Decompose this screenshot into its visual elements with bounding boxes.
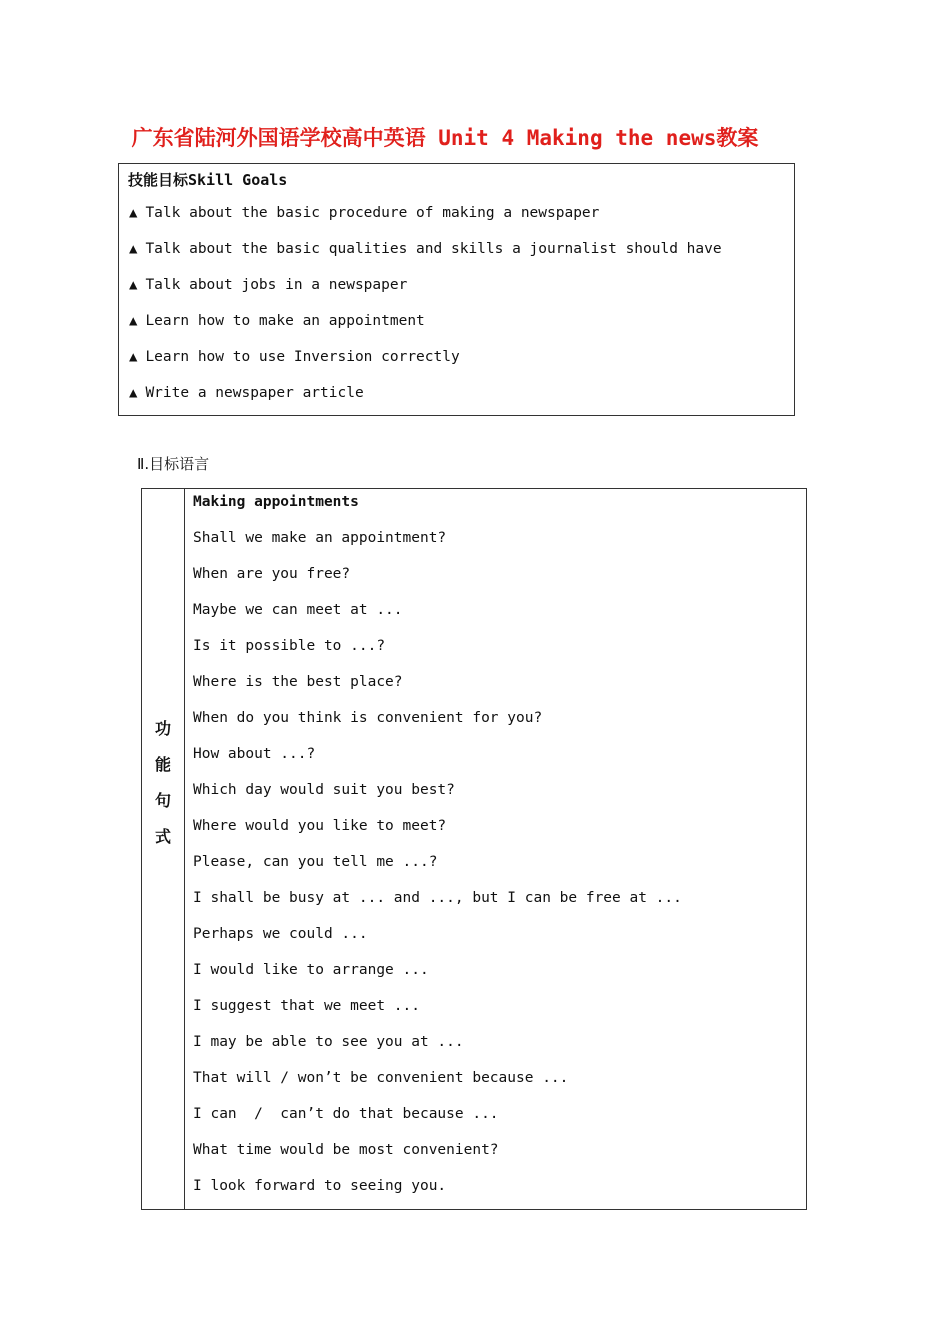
goal-item: ▲ Talk about the basic procedure of making a newspaper [129,205,600,221]
goal-item: ▲ Talk about the basic qualities and skills a journalist should have [129,241,722,257]
goal-item: ▲ Talk about jobs in a newspaper [129,277,408,293]
sentence: I suggest that we meet ... [193,998,420,1014]
triangle-bullet-icon: ▲ [129,241,138,257]
target-language-table [141,488,807,1210]
side-label: 功 能 句 式 [154,719,171,846]
sentence: That will / won’t be convenient because ... [193,1070,569,1086]
skill-goals-heading: 技能目标Skill Goals [128,171,288,189]
goal-item: ▲ Learn how to make an appointment [129,313,425,329]
goal-item: ▲ Write a newspaper article [129,385,364,401]
sentence: What time would be most convenient? [193,1142,499,1158]
document-title [0,122,890,152]
column-divider [184,489,185,1209]
sentence: I may be able to see you at ... [193,1034,464,1050]
sentence: Where is the best place? [193,674,403,690]
goal-item: ▲ Learn how to use Inversion correctly [129,349,460,365]
sentence: Which day would suit you best? [193,782,455,798]
triangle-bullet-icon: ▲ [129,277,138,293]
sentence: Is it possible to ...? [193,638,386,654]
section-heading: Ⅱ.目标语言 [137,455,210,473]
sentence: When do you think is convenient for you? [193,710,543,726]
document-title-text: 广东省陆河外国语学校高中英语 Unit 4 Making the news教案 [131,126,759,150]
sentence: I shall be busy at ... and ..., but I can be free at ... [193,890,682,906]
sentence: Maybe we can meet at ... [193,602,403,618]
sentence: I would like to arrange ... [193,962,429,978]
sentence: Shall we make an appointment? [193,530,447,546]
triangle-bullet-icon: ▲ [129,385,138,401]
triangle-bullet-icon: ▲ [129,349,138,365]
sentence: Please, can you tell me ...? [193,854,438,870]
topic-heading: Making appointments [193,494,359,510]
triangle-bullet-icon: ▲ [129,205,138,221]
sentence: Perhaps we could ... [193,926,368,942]
skill-goals-box [118,163,795,416]
sentence: I can / can’t do that because ... [193,1106,499,1122]
triangle-bullet-icon: ▲ [129,313,138,329]
sentence: How about ...? [193,746,316,762]
sentence: Where would you like to meet? [193,818,447,834]
sentence: I look forward to seeing you. [193,1178,447,1194]
sentence: When are you free? [193,566,351,582]
